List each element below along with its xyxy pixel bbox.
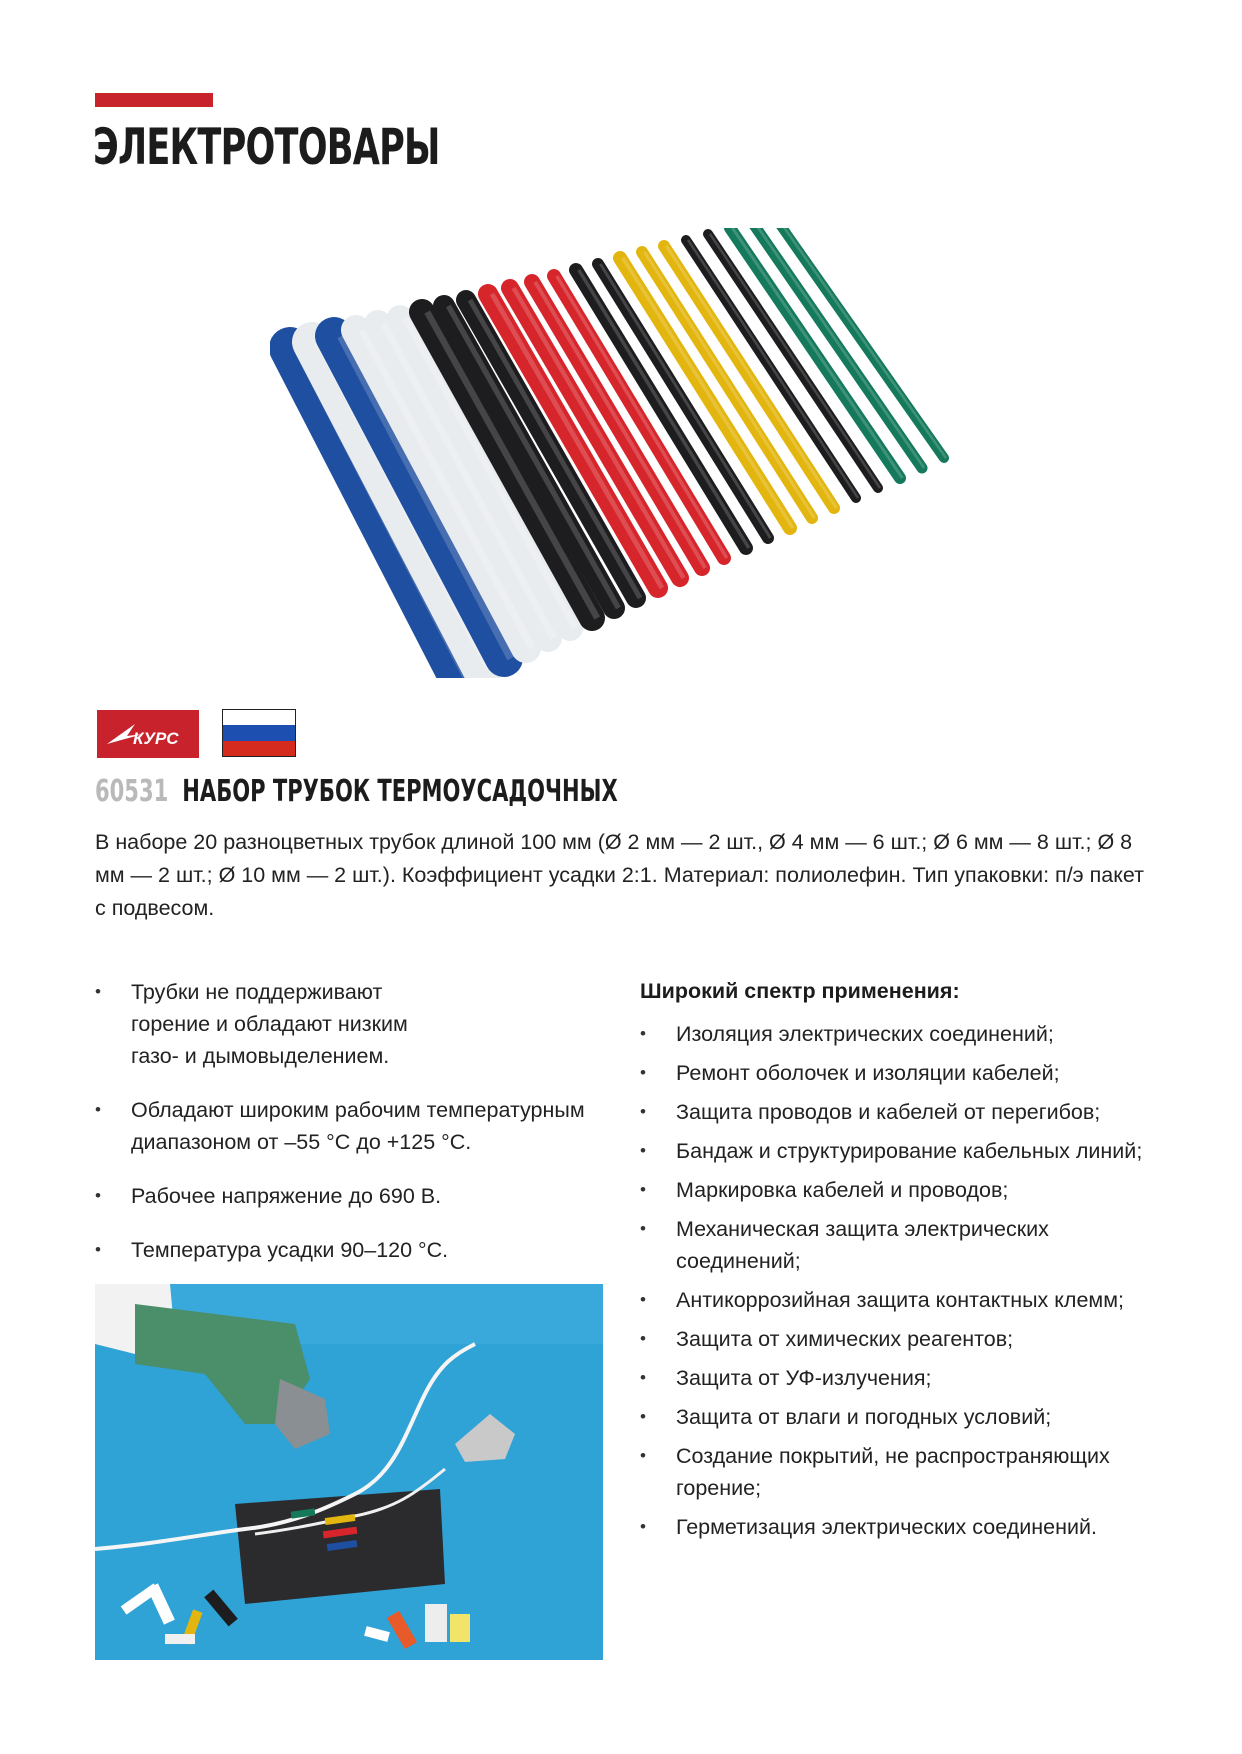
- section-title: ЭЛЕКТРОТОВАРЫ: [93, 118, 440, 176]
- usage-photo-heat-gun: [95, 1284, 603, 1660]
- product-photo-heat-shrink-tubes: [270, 228, 970, 678]
- applications-title: Широкий спектр применения:: [640, 979, 960, 1003]
- application-item: • Бандаж и структурирование кабельных линий;: [640, 1135, 1160, 1167]
- applications-list: [640, 1018, 1160, 1550]
- application-item: • Защита от влаги и погодных условий;: [640, 1401, 1160, 1433]
- russia-flag-icon: [222, 709, 296, 757]
- application-item: • Защита проводов и кабелей от перегибов;: [640, 1096, 1160, 1128]
- application-item: • Защита от УФ-излучения;: [640, 1362, 1160, 1394]
- product-header: [95, 774, 618, 809]
- application-item: • Антикоррозийная защита контактных клемм;: [640, 1284, 1160, 1316]
- kurs-brand-logo: [97, 710, 199, 758]
- feature-item: • Температура усадки 90–120 °C.: [95, 1234, 615, 1266]
- application-item: • Герметизация электрических соединений.: [640, 1511, 1160, 1543]
- feature-item: • Обладают широким рабочим температурным диапазоном от –55 °C до +125 °C.: [95, 1094, 615, 1158]
- product-name: НАБОР ТРУБОК ТЕРМОУСАДОЧНЫХ: [182, 774, 618, 809]
- features-list: [95, 976, 615, 1288]
- feature-item: • Трубки не поддерживают горение и обладают низким газо- и дымовыделением.: [95, 976, 615, 1072]
- application-item: • Механическая защита электрических соединений;: [640, 1213, 1160, 1277]
- brand-logo-text: КУРС: [133, 729, 179, 748]
- feature-item: • Рабочее напряжение до 690 В.: [95, 1180, 615, 1212]
- application-item: • Маркировка кабелей и проводов;: [640, 1174, 1160, 1206]
- section-accent-bar: [95, 93, 213, 107]
- application-item: • Изоляция электрических соединений;: [640, 1018, 1160, 1050]
- application-item: • Ремонт оболочек и изоляции кабелей;: [640, 1057, 1160, 1089]
- application-item: • Защита от химических реагентов;: [640, 1323, 1160, 1355]
- application-item: • Создание покрытий, не распространяющих горение;: [640, 1440, 1160, 1504]
- product-sku: 60531: [95, 774, 169, 809]
- product-description: В наборе 20 разноцветных трубок длиной 100 мм (Ø 2 мм — 2 шт., Ø 4 мм — 6 шт.; Ø 6 мм — 8 шт.; Ø 8 мм — 2 шт.; Ø 10 мм — 2 шт.). Коэффициент усадки 2:1. Материал: полиолефин. Тип упаковки: п/э пакет с подвесом.: [95, 830, 1144, 920]
